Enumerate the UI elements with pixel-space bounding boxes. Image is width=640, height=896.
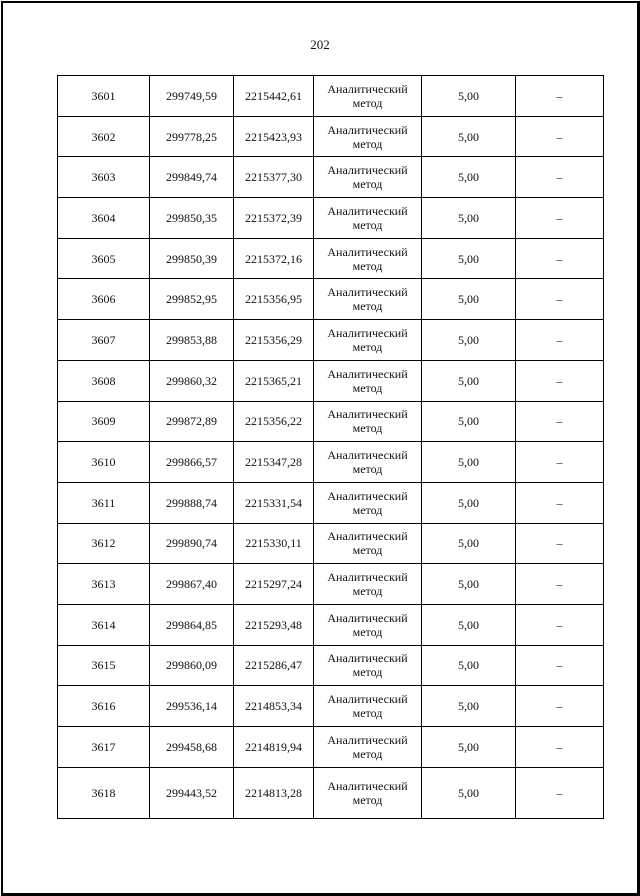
x-coordinate-cell: 299867,40 <box>150 564 234 605</box>
x-coordinate-cell: 299850,35 <box>150 198 234 239</box>
x-coordinate-cell: 299864,85 <box>150 604 234 645</box>
method-cell <box>314 564 422 605</box>
table-row <box>58 645 604 686</box>
point-id-cell: 3615 <box>58 645 150 686</box>
y-coordinate-cell: 2214813,28 <box>234 767 314 818</box>
accuracy-cell: 5,00 <box>422 604 516 645</box>
accuracy-cell: 5,00 <box>422 523 516 564</box>
method-cell <box>314 645 422 686</box>
method-cell <box>314 767 422 818</box>
method-text: метод <box>352 339 383 354</box>
x-coordinate-cell: 299890,74 <box>150 523 234 564</box>
note-cell: – <box>516 360 604 401</box>
method-text: метод <box>352 462 383 477</box>
point-id-cell: 3605 <box>58 238 150 279</box>
accuracy-cell: 5,00 <box>422 279 516 320</box>
x-coordinate-cell: 299860,32 <box>150 360 234 401</box>
table-row <box>58 157 604 198</box>
method-text: Аналитический <box>327 570 408 585</box>
table-row <box>58 686 604 727</box>
x-coordinate-cell: 299888,74 <box>150 482 234 523</box>
point-id-cell: 3608 <box>58 360 150 401</box>
y-coordinate-cell: 2214853,34 <box>234 686 314 727</box>
method-text: Аналитический <box>327 529 408 544</box>
method-text: метод <box>352 584 383 599</box>
method-cell <box>314 727 422 768</box>
table-row <box>58 564 604 605</box>
method-text: метод <box>352 136 383 151</box>
y-coordinate-cell: 2215372,16 <box>234 238 314 279</box>
note-cell: – <box>516 320 604 361</box>
method-cell <box>314 116 422 157</box>
accuracy-cell: 5,00 <box>422 401 516 442</box>
method-cell <box>314 401 422 442</box>
x-coordinate-cell: 299872,89 <box>150 401 234 442</box>
note-cell: – <box>516 76 604 117</box>
accuracy-cell: 5,00 <box>422 198 516 239</box>
method-cell <box>314 523 422 564</box>
point-id-cell: 3610 <box>58 442 150 483</box>
point-id-cell: 3601 <box>58 76 150 117</box>
accuracy-cell: 5,00 <box>422 564 516 605</box>
x-coordinate-cell: 299536,14 <box>150 686 234 727</box>
method-text: метод <box>352 258 383 273</box>
method-text: Аналитический <box>327 163 408 178</box>
method-text: метод <box>352 665 383 680</box>
x-coordinate-cell: 299458,68 <box>150 727 234 768</box>
method-cell <box>314 238 422 279</box>
accuracy-cell: 5,00 <box>422 645 516 686</box>
table-row <box>58 320 604 361</box>
note-cell: – <box>516 686 604 727</box>
accuracy-cell: 5,00 <box>422 482 516 523</box>
x-coordinate-cell: 299860,09 <box>150 645 234 686</box>
note-cell: – <box>516 604 604 645</box>
method-cell <box>314 279 422 320</box>
note-cell: – <box>516 482 604 523</box>
point-id-cell: 3618 <box>58 767 150 818</box>
y-coordinate-cell: 2215286,47 <box>234 645 314 686</box>
table-row <box>58 76 604 117</box>
method-cell <box>314 604 422 645</box>
y-coordinate-cell: 2215293,48 <box>234 604 314 645</box>
method-text: Аналитический <box>327 407 408 422</box>
method-cell <box>314 320 422 361</box>
accuracy-cell: 5,00 <box>422 76 516 117</box>
method-text: метод <box>352 380 383 395</box>
page-number: 202 <box>310 37 330 52</box>
method-text: Аналитический <box>327 732 408 747</box>
y-coordinate-cell: 2215423,93 <box>234 116 314 157</box>
method-text: метод <box>352 502 383 517</box>
method-text: метод <box>352 217 383 232</box>
y-coordinate-cell: 2215442,61 <box>234 76 314 117</box>
note-cell: – <box>516 767 604 818</box>
method-text: Аналитический <box>327 651 408 666</box>
y-coordinate-cell: 2215372,39 <box>234 198 314 239</box>
accuracy-cell: 5,00 <box>422 238 516 279</box>
accuracy-cell: 5,00 <box>422 116 516 157</box>
point-id-cell: 3614 <box>58 604 150 645</box>
table-row <box>58 604 604 645</box>
accuracy-cell: 5,00 <box>422 442 516 483</box>
note-cell: – <box>516 645 604 686</box>
x-coordinate-cell: 299443,52 <box>150 767 234 818</box>
point-id-cell: 3604 <box>58 198 150 239</box>
table-row <box>58 727 604 768</box>
method-text: метод <box>352 706 383 721</box>
method-text: Аналитический <box>327 448 408 463</box>
method-text: Аналитический <box>327 488 408 503</box>
table-row <box>58 442 604 483</box>
point-id-cell: 3606 <box>58 279 150 320</box>
point-id-cell: 3609 <box>58 401 150 442</box>
accuracy-cell: 5,00 <box>422 767 516 818</box>
y-coordinate-cell: 2215331,54 <box>234 482 314 523</box>
method-cell <box>314 482 422 523</box>
table-body <box>58 76 604 819</box>
method-text: метод <box>352 792 383 807</box>
point-id-cell: 3616 <box>58 686 150 727</box>
note-cell: – <box>516 442 604 483</box>
y-coordinate-cell: 2215356,22 <box>234 401 314 442</box>
method-text: метод <box>352 624 383 639</box>
table-row <box>58 523 604 564</box>
y-coordinate-cell: 2215297,24 <box>234 564 314 605</box>
method-text: Аналитический <box>327 122 408 137</box>
note-cell: – <box>516 564 604 605</box>
point-id-cell: 3603 <box>58 157 150 198</box>
note-cell: – <box>516 157 604 198</box>
x-coordinate-cell: 299853,88 <box>150 320 234 361</box>
accuracy-cell: 5,00 <box>422 727 516 768</box>
method-cell <box>314 360 422 401</box>
accuracy-cell: 5,00 <box>422 686 516 727</box>
method-text: Аналитический <box>327 610 408 625</box>
method-cell <box>314 198 422 239</box>
coordinates-table <box>57 75 604 819</box>
accuracy-cell: 5,00 <box>422 320 516 361</box>
method-text: Аналитический <box>327 285 408 300</box>
table-row <box>58 360 604 401</box>
y-coordinate-cell: 2214819,94 <box>234 727 314 768</box>
method-text: Аналитический <box>327 325 408 340</box>
x-coordinate-cell: 299852,95 <box>150 279 234 320</box>
note-cell: – <box>516 279 604 320</box>
table-row <box>58 116 604 157</box>
y-coordinate-cell: 2215347,28 <box>234 442 314 483</box>
note-cell: – <box>516 727 604 768</box>
method-text: Аналитический <box>327 203 408 218</box>
point-id-cell: 3612 <box>58 523 150 564</box>
method-text: метод <box>352 299 383 314</box>
y-coordinate-cell: 2215365,21 <box>234 360 314 401</box>
method-text: Аналитический <box>327 366 408 381</box>
method-text: Аналитический <box>327 778 408 793</box>
table-row <box>58 767 604 818</box>
table-row <box>58 238 604 279</box>
y-coordinate-cell: 2215330,11 <box>234 523 314 564</box>
method-text: метод <box>352 95 383 110</box>
method-text: метод <box>352 177 383 192</box>
point-id-cell: 3611 <box>58 482 150 523</box>
method-text: Аналитический <box>327 244 408 259</box>
accuracy-cell: 5,00 <box>422 157 516 198</box>
table-row <box>58 482 604 523</box>
method-text: метод <box>352 543 383 558</box>
x-coordinate-cell: 299849,74 <box>150 157 234 198</box>
point-id-cell: 3613 <box>58 564 150 605</box>
note-cell: – <box>516 523 604 564</box>
method-cell <box>314 157 422 198</box>
table-row <box>58 198 604 239</box>
y-coordinate-cell: 2215356,29 <box>234 320 314 361</box>
method-text: метод <box>352 746 383 761</box>
method-text: Аналитический <box>327 81 408 96</box>
point-id-cell: 3617 <box>58 727 150 768</box>
point-id-cell: 3607 <box>58 320 150 361</box>
x-coordinate-cell: 299850,39 <box>150 238 234 279</box>
note-cell: – <box>516 198 604 239</box>
method-cell <box>314 686 422 727</box>
x-coordinate-cell: 299749,59 <box>150 76 234 117</box>
point-id-cell: 3602 <box>58 116 150 157</box>
note-cell: – <box>516 401 604 442</box>
table-row <box>58 279 604 320</box>
accuracy-cell: 5,00 <box>422 360 516 401</box>
method-cell <box>314 76 422 117</box>
y-coordinate-cell: 2215377,30 <box>234 157 314 198</box>
note-cell: – <box>516 116 604 157</box>
table-row <box>58 401 604 442</box>
y-coordinate-cell: 2215356,95 <box>234 279 314 320</box>
x-coordinate-cell: 299778,25 <box>150 116 234 157</box>
x-coordinate-cell: 299866,57 <box>150 442 234 483</box>
method-text: метод <box>352 421 383 436</box>
method-text: Аналитический <box>327 692 408 707</box>
note-cell: – <box>516 238 604 279</box>
method-cell <box>314 442 422 483</box>
